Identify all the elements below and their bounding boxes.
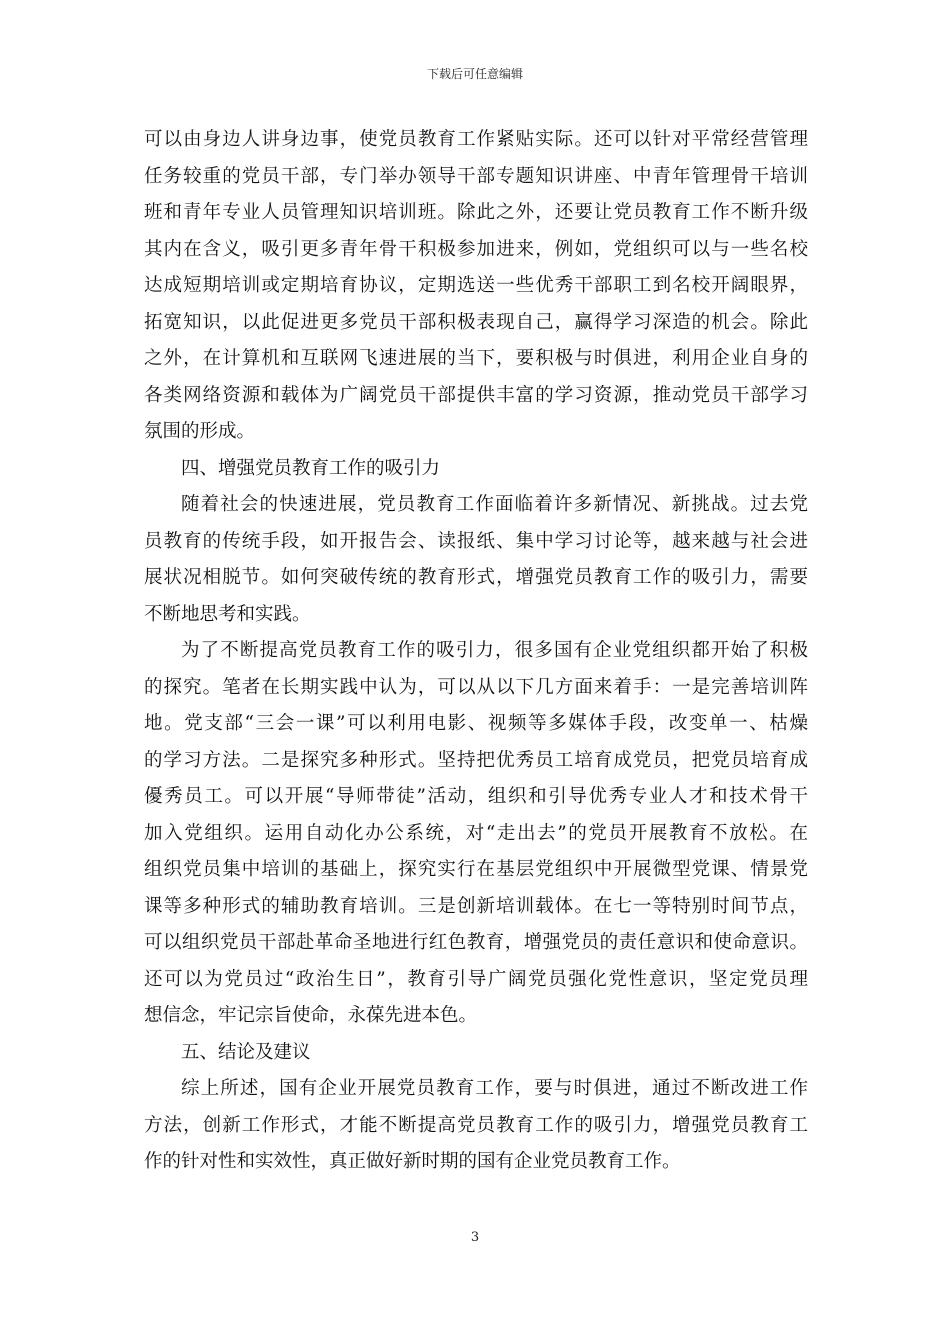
text-line: 组织党员集中培训的基础上，探究实行在基层党组织中开展微型党课、情景党	[144, 859, 808, 880]
text-line: 拓宽知识，以此促进更多党员干部积极表现自己，赢得学习深造的机会。除此	[144, 311, 808, 333]
text-line: 为了不断提高党员教育工作的吸引力，很多国有企业党组织都开始了积极	[181, 640, 808, 661]
text-line: 地。党支部“三会一课”可以利用电影、视频等多媒体手段，改变单一、枯燥	[144, 713, 808, 734]
document-body	[144, 122, 808, 1181]
text-line: 五、结论及建议	[181, 1041, 311, 1063]
text-line: 的探究。笔者在长期实践中认为，可以从以下几方面来着手：一是完善培训阵	[144, 676, 808, 698]
page-number: 3	[470, 1230, 480, 1245]
text-line: 各类网络资源和载体为广阔党员干部提供丰富的学习资源，推动党员干部学习	[144, 384, 808, 406]
text-line: 展状况相脱节。如何突破传统的教育形式，增强党员教育工作的吸引力，需要	[144, 567, 808, 588]
text-line: 可以由身边人讲身边事，使党员教育工作紧贴实际。还可以针对平常经营管理	[144, 129, 808, 150]
text-line: 優秀员工。可以开展“导师带徒”活动，组织和引导优秀专业人才和技术骨干	[144, 786, 808, 807]
text-line: 还可以为党员过“政治生日”，教育引导广阔党员强化党性意识，坚定党员理	[144, 968, 808, 990]
text-line: 四、增强党员教育工作的吸引力	[181, 457, 441, 479]
text-line: 随着社会的快速进展，党员教育工作面临着许多新情况、新挑战。过去党	[181, 494, 808, 515]
text-line: 任务较重的党员干部，专门举办领导干部专题知识讲座、中青年管理骨干培训	[144, 165, 808, 187]
text-line: 的学习方法。二是探究多种形式。坚持把优秀员工培育成党员，把党员培育成	[144, 749, 808, 771]
text-line: 达成短期培训或定期培育协议，定期选送一些优秀干部职工到名校开阔眼界，	[144, 275, 808, 296]
text-line: 综上所述，国有企业开展党员教育工作，要与时俱进，通过不断改进工作	[181, 1078, 808, 1099]
text-line: 加入党组织。运用自动化办公系统，对“走出去”的党员开展教育不放松。在	[144, 822, 808, 844]
page-header-note: 下载后可任意编辑	[426, 67, 523, 81]
text-line: 员教育的传统手段，如开报告会、读报纸、集中学习讨论等，越来越与社会进	[144, 530, 808, 552]
text-line: 之外，在计算机和互联网飞速进展的当下，要积极与时俱进，利用企业自身的	[144, 348, 808, 369]
text-line: 班和青年专业人员管理知识培训班。除此之外，还要让党员教育工作不断升级	[144, 202, 808, 223]
text-line: 氛围的形成。	[144, 421, 256, 442]
text-line: 作的针对性和实效性，真正做好新时期的国有企业党员教育工作。	[144, 1151, 681, 1172]
text-line: 其内在含义，吸引更多青年骨干积极参加进来，例如，党组织可以与一些名校	[144, 238, 808, 260]
text-line: 方法，创新工作形式，才能不断提高党员教育工作的吸引力，增强党员教育工	[144, 1114, 808, 1136]
text-line: 想信念，牢记宗旨使命，永葆先进本色。	[144, 1005, 478, 1026]
text-line: 课等多种形式的辅助教育培训。三是创新培训载体。在七一等特别时间节点，	[144, 895, 808, 917]
text-line: 不断地思考和实践。	[144, 603, 311, 625]
text-line: 可以组织党员干部赴革命圣地进行红色教育，增强党员的责任意识和使命意识。	[144, 932, 808, 953]
